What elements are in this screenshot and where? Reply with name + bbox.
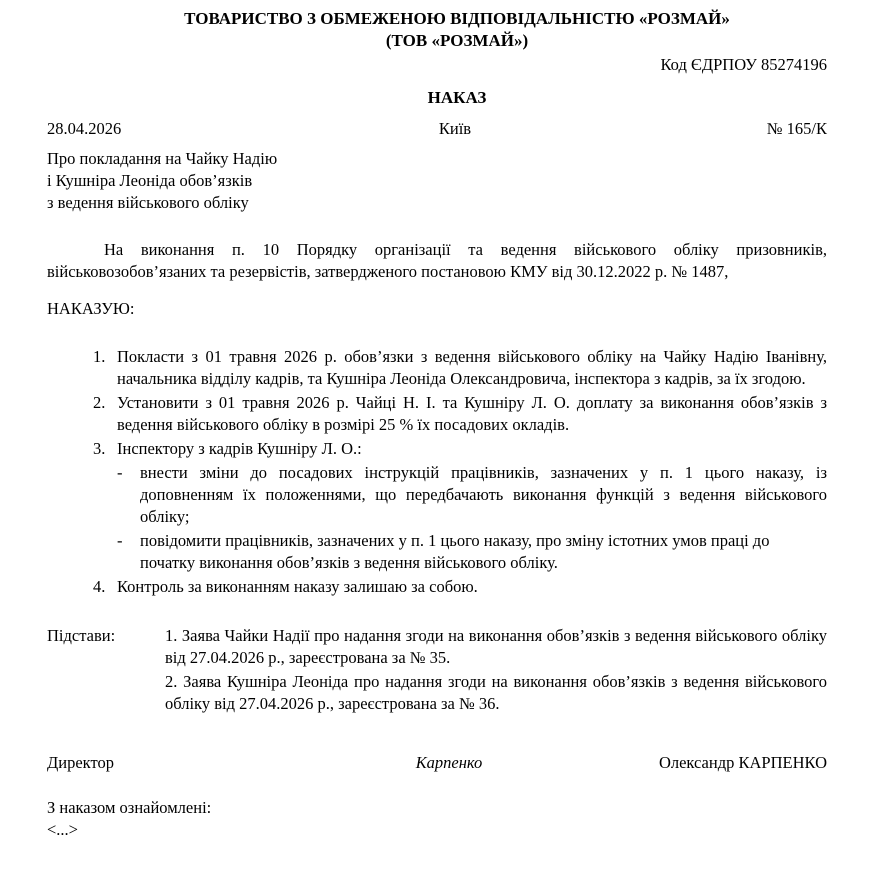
doc-type-title: НАКАЗ	[427, 88, 487, 107]
company-short-name: (ТОВ «РОЗМАЙ»)	[385, 31, 529, 50]
item-number: 1.	[93, 347, 106, 366]
grounds-body	[165, 625, 827, 717]
edrpou-code: Код ЄДРПОУ 85274196	[660, 55, 827, 74]
subject-line-2: і Кушніра Леоніда обов’язків	[47, 171, 253, 190]
order-item-1	[93, 346, 827, 390]
company-name: ТОВАРИСТВО З ОБМЕЖЕНОЮ ВІДПОВІДАЛЬНІСТЮ «РОЗМАЙ»	[184, 9, 730, 28]
placeholder-ellipsis: <...>	[47, 820, 78, 839]
order-item-4	[93, 576, 827, 598]
item-text: Установити з 01 травня 2026 р. Чайці Н. І. та Кушніру Л. О. доплату за виконання обов’язків з ведення військового обліку в розмірі 25 % їх посадових окладів.	[117, 393, 827, 434]
item-number: 2.	[93, 393, 106, 412]
order-item-2	[93, 392, 827, 436]
signature-row	[47, 752, 827, 774]
grounds-label: Підстави:	[47, 626, 116, 645]
signer-name: Олександр КАРПЕНКО	[658, 753, 827, 772]
signer-signature: Карпенко	[415, 753, 483, 772]
item-text: Покласти з 01 травня 2026 р. обов’язки з ведення військового обліку на Чайку Надію Іванівну, начальника відділу кадрів, та Кушніра Леоніда Олександровича, інспектора з кадрів, за їх згодою.	[117, 347, 827, 388]
order-items-list	[93, 346, 827, 598]
order-item-3	[93, 438, 827, 574]
grounds-item-1: 1. Заява Чайки Надії про надання згоди на виконання обов’язків з ведення військового обліку від 27.04.2026 р., зареєстрована за № 35.	[165, 626, 827, 667]
item-text-wrap	[117, 438, 827, 574]
grounds-item-2: 2. Заява Кушніра Леоніда про надання згоди на виконання обов’язків з ведення військового обліку від 27.04.2026 р., зареєстрована за № 36.	[165, 672, 827, 713]
item-text: Інспектору з кадрів Кушніру Л. О.:	[117, 439, 362, 458]
item-text: Контроль за виконанням наказу залишаю за собою.	[117, 577, 478, 596]
item-number: 4.	[93, 577, 106, 596]
subject-line-3: з ведення військового обліку	[47, 193, 249, 212]
order-number: № 165/К	[766, 119, 827, 138]
sub-item-2	[117, 530, 827, 574]
item-number: 3.	[93, 439, 106, 458]
order-meta-row	[47, 118, 827, 140]
signer-position: Директор	[47, 753, 114, 772]
order-date: 28.04.2026	[47, 119, 122, 138]
dash-marker: -	[117, 463, 123, 482]
sub-item-1	[117, 462, 827, 528]
grounds-section	[47, 625, 827, 717]
acquainted-line: З наказом ознайомлені:	[47, 798, 212, 817]
order-verb: НАКАЗУЮ:	[47, 299, 135, 318]
order-city: Київ	[438, 119, 472, 138]
dash-marker: -	[117, 531, 123, 550]
sub-item-text: повідомити працівників, зазначених у п. 1 цього наказу, про зміну істотних умов праці до початку виконання обов’язків з ведення військового обліку.	[140, 531, 770, 572]
subject-line-1: Про покладання на Чайку Надію	[47, 149, 278, 168]
sub-item-text: внести зміни до посадових інструкцій працівників, зазначених у п. 1 цього наказу, із доповненням їх положеннями, що передбачають виконання функцій з ведення військового обліку;	[140, 463, 827, 526]
order-subject	[47, 148, 827, 214]
preamble-paragraph: На виконання п. 10 Порядку організації та ведення військового обліку призовників, військовозобов’язаних та резервістів, затвердженого постановою КМУ від 30.12.2022 р. № 1487,	[47, 240, 827, 281]
